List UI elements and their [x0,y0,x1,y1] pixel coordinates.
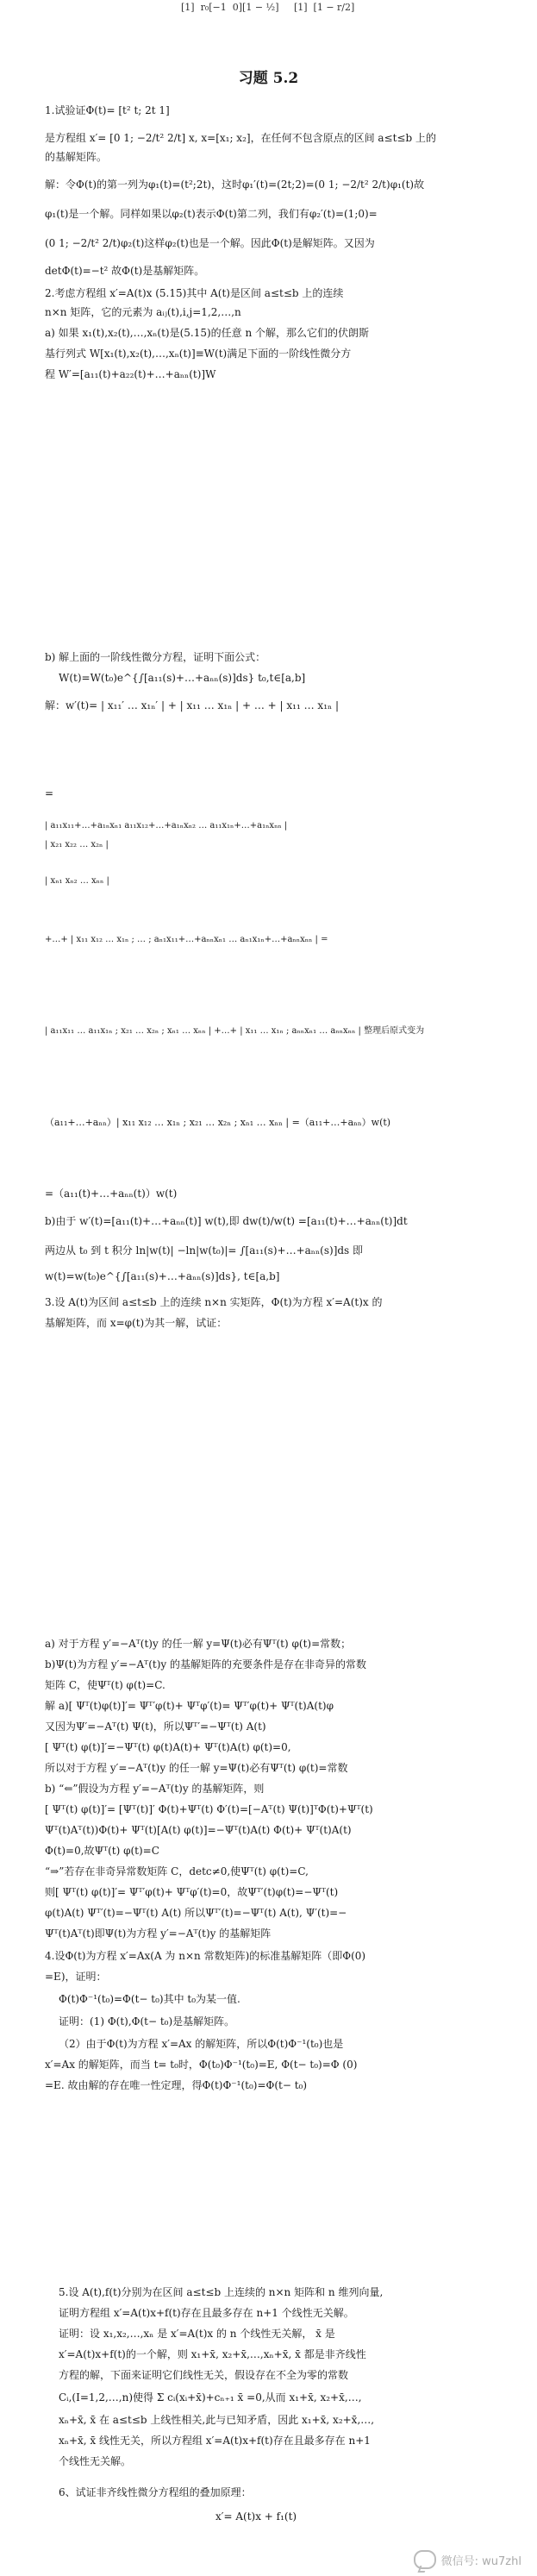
problem6-statement: 6、试证非齐线性微分方程组的叠加原理： [59,2486,252,2498]
problem3-solution: φ(t)A(t) Ψᵀ′(t)=−Ψᵀ(t) A(t) 所以Ψᵀ′(t)=−Ψᵀ(t) A(t), Ψ′(t)=− [45,1907,347,1919]
problem2-derivation: 两边从 t₀ 到 t 积分 ln|w(t)| −ln|w(t₀)|= ∫[a₁₁(s)+…+aₙₙ(s)]ds 即 [45,1244,364,1257]
problem1-solution: detΦ(t)=−t² 故Φ(t)是基解矩阵。 [45,265,205,277]
problem4-statement: 4.设Φ(t)为方程 x′=Ax(A 为 n×n 常数矩阵)的标准基解矩阵（即Φ(0) [45,1950,366,1962]
problem2-derivation: = [45,787,54,799]
problem2-part-b: b) 解上面的一阶线性微分方程，证明下面公式： [45,651,266,663]
problem5-proof: x′=A(t)x+f(t)的一个解，则 x₁+x̄, x₂+x̄,…,xₙ+x̄, x̄ 都是非齐线性 [59,2348,366,2360]
problem3-statement: 基解矩阵，而 x=φ(t)为其一解，试证： [45,1317,228,1329]
problem2-derivation: （a₁₁+…+aₙₙ）| x₁₁ x₁₂ … x₁ₙ ; x₂₁ … x₂ₙ ; xₙ₁ … xₙₙ | =（a₁₁+…+aₙₙ）w(t) [45,1117,391,1128]
problem5-proof: 个线性无关解。 [59,2455,132,2467]
problem2-derivation: 解：w′(t)= | x₁₁′ … x₁ₙ′ | + | x₁₁ … x₁ₙ | + … + | x₁₁ … x₁ₙ | [45,699,340,711]
problem2-derivation: =（a₁₁(t)+…+aₙₙ(t)）w(t) [45,1188,178,1200]
problem2-statement: n×n 矩阵，它的元素为 aᵢⱼ(t),i,j=1,2,…,n [45,306,241,318]
problem4-proof: 证明：(1) Φ(t),Φ(t− t₀)是基解矩阵。 [59,2015,235,2028]
problem4-proof: =E. 故由解的存在唯一性定理，得Φ(t)Φ⁻¹(t₀)=Φ(t− t₀) [45,2079,308,2091]
problem1-statement: 1.试验证Φ(t)= [t² t; 2t 1] [45,104,170,116]
problem2-part-a: a) 如果 x₁(t),x₂(t),…,xₙ(t)是(5.15)的任意 n 个解，那么它们的伏朗斯 [45,327,370,339]
problem2-derivation: | a₁₁x₁₁ … a₁₁x₁ₙ ; x₂₁ … x₂ₙ ; xₙ₁ … xₙₙ | +…+ | x₁₁ … x₁ₙ ; aₙₙxₙ₁ … aₙₙxₙₙ | 整理后原式变为 [45,1026,425,1036]
problem3-statement: 3.设 A(t)为区间 a≤t≤b 上的连续 n×n 实矩阵，Φ(t)为方程 x′=A(t)x 的 [45,1296,383,1308]
problem1-statement: 的基解矩阵。 [45,151,108,163]
problem1-statement: 是方程组 x′= [0 1; −2/t² 2/t] x, x=[x₁; x₂]，在任何不包含原点的区间 a≤t≤b 上的 [45,132,436,144]
problem5-proof: xₙ+x̄, x̄ 在 a≤t≤b 上线性相关,此与已知矛盾，因此 x₁+x̄, x₂+x̄,…, [59,2414,375,2426]
problem4-statement: Φ(t)Φ⁻¹(t₀)=Φ(t− t₀)其中 t₀为某一值. [59,1993,240,2005]
problem5-statement: 5.设 A(t),f(t)分别为在区间 a≤t≤b 上连续的 n×n 矩阵和 n 维列向量, [59,2286,384,2298]
problem4-proof: （2）由于Φ(t)为方程 x′=Ax 的解矩阵，所以Φ(t)Φ⁻¹(t₀)也是 [59,2038,344,2050]
problem5-proof: 证明：设 x₁,x₂,…,xₙ 是 x′=A(t)x 的 n 个线性无关解， x̄ 是 [59,2328,335,2340]
problem5-proof: xₙ+x̄, x̄ 线性无关，所以方程组 x′=A(t)x+f(t)存在且最多存在 n+1 [59,2435,371,2447]
problem5-proof: Cᵢ,(I=1,2,…,n)使得 Σ cᵢ(xᵢ+x̄)+cₙ₊₁ x̄ =0,从而 x₁+x̄, x₂+x̄,…, [59,2391,362,2404]
problem2-statement: 2.考虑方程组 x′=A(t)x (5.15)其中 A(t)是区间 a≤t≤b 上的连续 [45,287,344,299]
problem2-part-a: 程 W′=[a₁₁(t)+a₂₂(t)+…+aₙₙ(t)]W [45,368,216,380]
problem3-solution: 解 a)[ Ψᵀ(t)φ(t)]′= Ψᵀ′φ(t)+ Ψᵀφ′(t)= Ψᵀ′φ(t)+ Ψᵀ(t)A(t)φ [45,1700,334,1712]
problem3-part-b: b)Ψ(t)为方程 y′=−Aᵀ(t)y 的基解矩阵的充要条件是存在非奇异的常数 [45,1658,366,1670]
top-fragment: [1] r₀[−1 0][1 − ½] [1] [1 − r/2] [181,2,355,13]
problem3-solution: [ Ψᵀ(t) φ(t)]′=−Ψᵀ(t) φ(t)A(t)+ Ψᵀ(t)A(t) φ(t)=0, [45,1741,291,1753]
problem2-part-a: 基行列式 W[x₁(t),x₂(t),…,xₙ(t)]≡W(t)满足下面的一阶线性微分方 [45,348,352,360]
problem1-solution: (0 1; −2/t² 2/t)φ₂(t)这样φ₂(t)也是一个解。因此Φ(t)是解矩阵。又因为 [45,237,375,249]
problem3-solution: Φ(t)=0,故Ψᵀ(t) φ(t)=C [45,1845,159,1857]
problem3-part-a: a) 对于方程 y′=−Aᵀ(t)y 的任一解 y=Ψ(t)必有Ψᵀ(t) φ(t)=常数； [45,1638,352,1650]
problem3-solution: 则[ Ψᵀ(t) φ(t)]′= Ψᵀ′φ(t)+ Ψᵀφ′(t)=0，故Ψᵀ′(t)φ(t)=−Ψᵀ(t) [45,1886,339,1898]
problem6-equation: x′= A(t)x + f₁(t) [215,2510,297,2523]
problem1-solution: 解：令Φ(t)的第一列为φ₁(t)=(t²;2t)，这时φ₁′(t)=(2t;2)=(0 1; −2/t² 2/t)φ₁(t)故 [45,179,425,191]
problem5-statement: 证明方程组 x′=A(t)x+f(t)存在且最多存在 n+1 个线性无关解。 [59,2307,354,2319]
problem3-solution: [ Ψᵀ(t) φ(t)]′= [Ψᵀ(t)]′ Φ(t)+Ψᵀ(t) Φ′(t)=[−Aᵀ(t) Ψ(t)]ᵀΦ(t)+Ψᵀ(t) [45,1803,373,1815]
problem2-derivation: b)由于 w′(t)=[a₁₁(t)+…+aₙₙ(t)] w(t),即 dw(t)/w(t) =[a₁₁(t)+…+aₙₙ(t)]dt [45,1215,408,1227]
problem5-proof: 方程的解，下面来证明它们线性无关，假设存在不全为零的常数 [59,2369,349,2381]
problem2-derivation: w(t)=w(t₀)e^{∫[a₁₁(s)+…+aₙₙ(s)]ds}, t∈[a,b] [45,1270,280,1282]
problem3-solution: Ψᵀ(t)Aᵀ(t)即Ψ(t)为方程 y′=−Aᵀ(t)y 的基解矩阵 [45,1927,272,1940]
problem3-solution: 所以对于方程 y′=−Aᵀ(t)y 的任一解 y=Ψ(t)必有Ψᵀ(t) φ(t)=常数 [45,1762,348,1774]
problem4-proof: x′=Ax 的解矩阵，而当 t= t₀时，Φ(t₀)Φ⁻¹(t₀)=E, Φ(t− t₀)=Φ (0) [45,2059,358,2071]
watermark [414,2550,521,2569]
wechat-icon [414,2550,436,2569]
problem3-solution: Ψᵀ(t)Aᵀ(t))Φ(t)+ Ψᵀ(t)[A(t) φ(t)]=−Ψᵀ(t)A(t) Φ(t)+ Ψᵀ(t)A(t) [45,1824,352,1836]
problem3-solution: b) “⇐”假设为方程 y′=−Aᵀ(t)y 的基解矩阵，则 [45,1783,265,1795]
problem3-solution: 又因为Ψ′=−Aᵀ(t) Ψ(t)，所以Ψᵀ′=−Ψᵀ(t) A(t) [45,1720,266,1733]
watermark-label: 微信号: wu7zhl [440,2554,521,2568]
problem3-part-b: 矩阵 C，使Ψᵀ(t) φ(t)=C. [45,1679,165,1691]
problem4-statement: =E)，证明： [45,1971,107,1983]
problem1-solution: φ₁(t)是一个解。同样如果以φ₂(t)表示Φ(t)第二列，我们有φ₂′(t)=(1;0)= [45,208,378,220]
problem2-derivation: +…+ | x₁₁ x₁₂ … x₁ₙ ; … ; aₙ₁x₁₁+…+aₙₙxₙ₁ … aₙ₁x₁ₙ+…+aₙₙxₙₙ | = [45,935,328,944]
problem2-derivation: | a₁₁x₁₁+…+a₁ₙxₙ₁ a₁₁x₁₂+…+a₁ₙxₙ₂ … a₁₁x₁ₙ+…+a₁ₙxₙₙ | [45,821,288,830]
problem2-part-b: W(t)=W(t₀)e^{∫[a₁₁(s)+…+aₙₙ(s)]ds} t₀,t∈[a,b] [59,672,306,684]
problem3-solution: “⇒”若存在非奇异常数矩阵 C，detc≠0,使Ψᵀ(t) φ(t)=C, [45,1865,309,1877]
problem2-derivation: | x₂₁ x₂₂ … x₂ₙ | [45,840,109,849]
problem2-derivation: | xₙ₁ xₙ₂ … xₙₙ | [45,876,109,886]
page-title: 习题 5.2 [238,70,299,87]
